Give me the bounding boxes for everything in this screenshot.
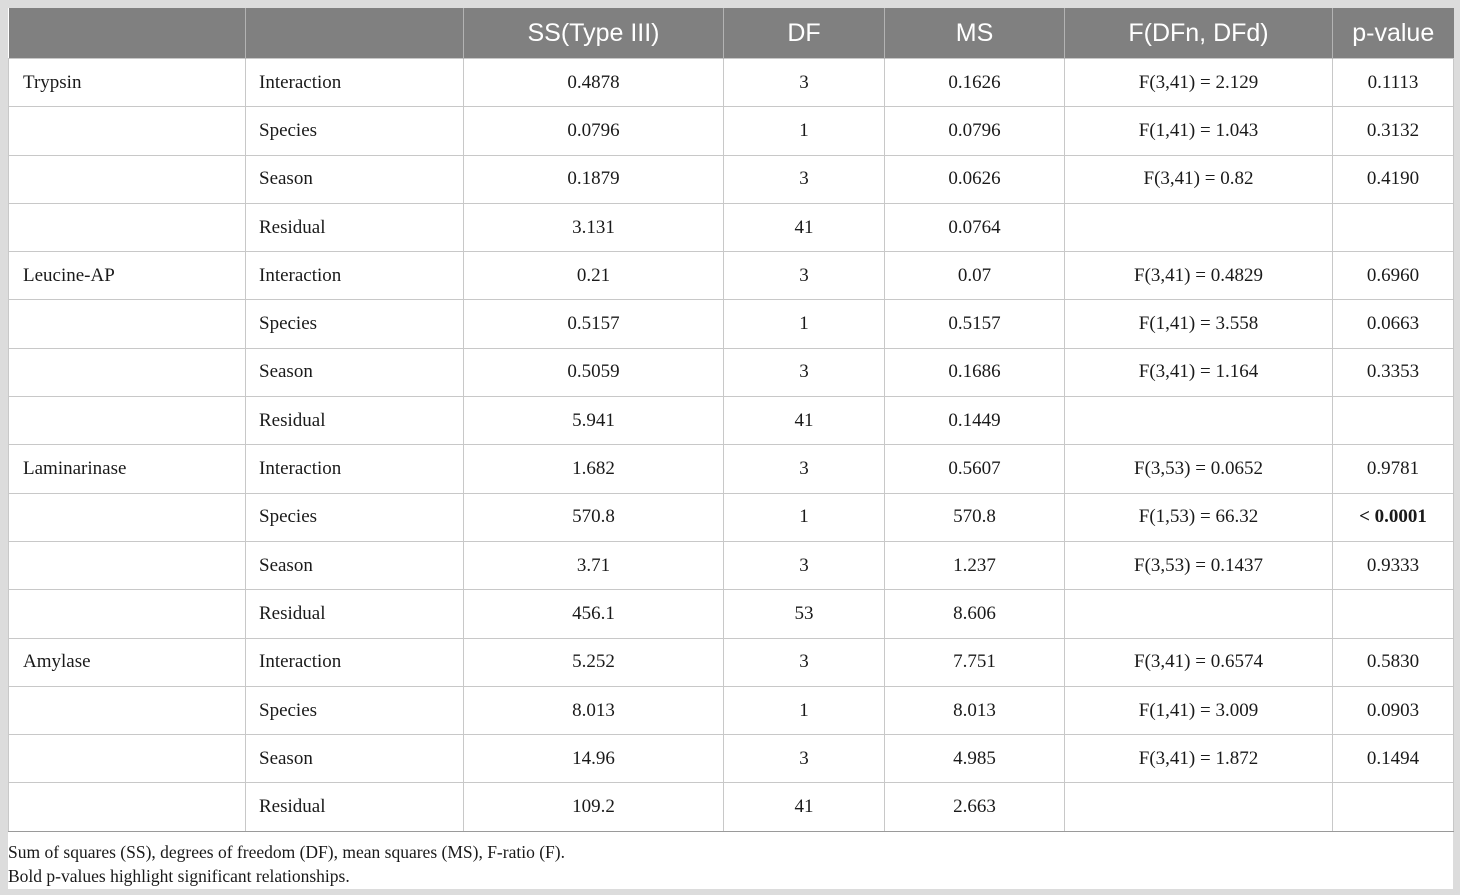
f-ratio-cell: F(1,53) = 66.32: [1065, 493, 1333, 541]
f-ratio-cell: [1065, 397, 1333, 445]
source-cell: Species: [246, 493, 464, 541]
footnotes: [8, 832, 1453, 888]
df-cell: 41: [724, 203, 885, 251]
f-ratio-cell: F(3,53) = 0.0652: [1065, 445, 1333, 493]
enzyme-cell: [9, 735, 246, 783]
ss-cell: 5.252: [464, 638, 724, 686]
enzyme-cell: [9, 686, 246, 734]
ss-cell: 8.013: [464, 686, 724, 734]
source-cell: Season: [246, 348, 464, 396]
footnote-significance: Bold p-values highlight significant relationships.: [8, 865, 350, 886]
df-cell: 3: [724, 638, 885, 686]
ms-cell: 0.5157: [885, 300, 1065, 348]
f-ratio-cell: F(3,41) = 0.6574: [1065, 638, 1333, 686]
source-cell: Season: [246, 735, 464, 783]
ss-cell: 14.96: [464, 735, 724, 783]
table-row: [9, 59, 1454, 107]
ms-cell: 0.07: [885, 252, 1065, 300]
table-row: [9, 203, 1454, 251]
p-value-cell: 0.0663: [1333, 300, 1454, 348]
f-ratio-cell: [1065, 590, 1333, 638]
p-value-cell: 0.5830: [1333, 638, 1454, 686]
ms-cell: 0.1626: [885, 59, 1065, 107]
ms-cell: 0.5607: [885, 445, 1065, 493]
ms-cell: 8.606: [885, 590, 1065, 638]
table-row: [9, 155, 1454, 203]
ss-cell: 3.71: [464, 541, 724, 589]
enzyme-cell: [9, 107, 246, 155]
footnote-abbreviations: Sum of squares (SS), degrees of freedom (DF), mean squares (MS), F-ratio (F).: [8, 841, 565, 862]
ss-cell: 1.682: [464, 445, 724, 493]
df-cell: 1: [724, 300, 885, 348]
f-ratio-cell: F(1,41) = 3.558: [1065, 300, 1333, 348]
header-df: DF: [724, 8, 885, 59]
enzyme-cell: [9, 590, 246, 638]
df-cell: 3: [724, 155, 885, 203]
ms-cell: 8.013: [885, 686, 1065, 734]
enzyme-cell: [9, 348, 246, 396]
header-enzyme: [9, 8, 246, 59]
ss-cell: 570.8: [464, 493, 724, 541]
enzyme-cell: Amylase: [9, 638, 246, 686]
ms-cell: 0.1686: [885, 348, 1065, 396]
enzyme-cell: [9, 300, 246, 348]
ms-cell: 0.0796: [885, 107, 1065, 155]
enzyme-cell: Leucine-AP: [9, 252, 246, 300]
header-source: [246, 8, 464, 59]
table-row: [9, 493, 1454, 541]
df-cell: 1: [724, 686, 885, 734]
f-ratio-cell: F(3,41) = 0.4829: [1065, 252, 1333, 300]
p-value-cell: 0.3132: [1333, 107, 1454, 155]
source-cell: Interaction: [246, 445, 464, 493]
f-ratio-cell: [1065, 203, 1333, 251]
enzyme-cell: Laminarinase: [9, 445, 246, 493]
ss-cell: 456.1: [464, 590, 724, 638]
table-frame: [8, 8, 1453, 889]
p-value-cell: 0.9333: [1333, 541, 1454, 589]
enzyme-cell: [9, 397, 246, 445]
f-ratio-cell: F(1,41) = 3.009: [1065, 686, 1333, 734]
anova-table: [8, 8, 1454, 832]
p-value-cell: 0.6960: [1333, 252, 1454, 300]
ms-cell: 7.751: [885, 638, 1065, 686]
df-cell: 3: [724, 59, 885, 107]
p-value-cell: 0.9781: [1333, 445, 1454, 493]
df-cell: 3: [724, 252, 885, 300]
header-p-value: p-value: [1333, 8, 1454, 59]
table-row: [9, 783, 1454, 831]
table-row: [9, 735, 1454, 783]
source-cell: Species: [246, 686, 464, 734]
ss-cell: 5.941: [464, 397, 724, 445]
enzyme-cell: Trypsin: [9, 59, 246, 107]
p-value-cell: [1333, 397, 1454, 445]
source-cell: Residual: [246, 203, 464, 251]
p-value-cell: 0.4190: [1333, 155, 1454, 203]
p-value-cell: < 0.0001: [1333, 493, 1454, 541]
header-ms: MS: [885, 8, 1065, 59]
table-row: [9, 590, 1454, 638]
table-row: [9, 686, 1454, 734]
ss-cell: 109.2: [464, 783, 724, 831]
source-cell: Season: [246, 155, 464, 203]
table-row: [9, 348, 1454, 396]
ms-cell: 1.237: [885, 541, 1065, 589]
df-cell: 3: [724, 735, 885, 783]
df-cell: 3: [724, 445, 885, 493]
ms-cell: 0.1449: [885, 397, 1065, 445]
header-ss: SS(Type III): [464, 8, 724, 59]
p-value-cell: 0.1113: [1333, 59, 1454, 107]
ms-cell: 570.8: [885, 493, 1065, 541]
f-ratio-cell: F(3,41) = 2.129: [1065, 59, 1333, 107]
f-ratio-cell: F(3,41) = 1.164: [1065, 348, 1333, 396]
source-cell: Residual: [246, 590, 464, 638]
source-cell: Interaction: [246, 59, 464, 107]
df-cell: 41: [724, 397, 885, 445]
p-value-cell: 0.0903: [1333, 686, 1454, 734]
enzyme-cell: [9, 203, 246, 251]
source-cell: Species: [246, 300, 464, 348]
p-value-cell: [1333, 590, 1454, 638]
table-body: [9, 59, 1454, 832]
header-row: [9, 8, 1454, 59]
header-f-ratio: F(DFn, DFd): [1065, 8, 1333, 59]
f-ratio-cell: F(3,41) = 0.82: [1065, 155, 1333, 203]
table-row: [9, 252, 1454, 300]
source-cell: Interaction: [246, 252, 464, 300]
source-cell: Interaction: [246, 638, 464, 686]
source-cell: Species: [246, 107, 464, 155]
ss-cell: 3.131: [464, 203, 724, 251]
table-row: [9, 397, 1454, 445]
df-cell: 41: [724, 783, 885, 831]
ms-cell: 0.0626: [885, 155, 1065, 203]
ms-cell: 2.663: [885, 783, 1065, 831]
p-value-cell: 0.1494: [1333, 735, 1454, 783]
table-row: [9, 300, 1454, 348]
table-row: [9, 107, 1454, 155]
df-cell: 3: [724, 348, 885, 396]
table-row: [9, 445, 1454, 493]
ss-cell: 0.21: [464, 252, 724, 300]
ms-cell: 0.0764: [885, 203, 1065, 251]
source-cell: Residual: [246, 397, 464, 445]
f-ratio-cell: F(1,41) = 1.043: [1065, 107, 1333, 155]
p-value-cell: 0.3353: [1333, 348, 1454, 396]
p-value-cell: [1333, 783, 1454, 831]
df-cell: 53: [724, 590, 885, 638]
ms-cell: 4.985: [885, 735, 1065, 783]
ss-cell: 0.5157: [464, 300, 724, 348]
df-cell: 1: [724, 107, 885, 155]
ss-cell: 0.0796: [464, 107, 724, 155]
enzyme-cell: [9, 155, 246, 203]
table-row: [9, 541, 1454, 589]
f-ratio-cell: F(3,41) = 1.872: [1065, 735, 1333, 783]
table-row: [9, 638, 1454, 686]
enzyme-cell: [9, 541, 246, 589]
df-cell: 3: [724, 541, 885, 589]
ss-cell: 0.1879: [464, 155, 724, 203]
p-value-cell: [1333, 203, 1454, 251]
enzyme-cell: [9, 493, 246, 541]
f-ratio-cell: [1065, 783, 1333, 831]
enzyme-cell: [9, 783, 246, 831]
df-cell: 1: [724, 493, 885, 541]
source-cell: Season: [246, 541, 464, 589]
ss-cell: 0.5059: [464, 348, 724, 396]
source-cell: Residual: [246, 783, 464, 831]
f-ratio-cell: F(3,53) = 0.1437: [1065, 541, 1333, 589]
ss-cell: 0.4878: [464, 59, 724, 107]
